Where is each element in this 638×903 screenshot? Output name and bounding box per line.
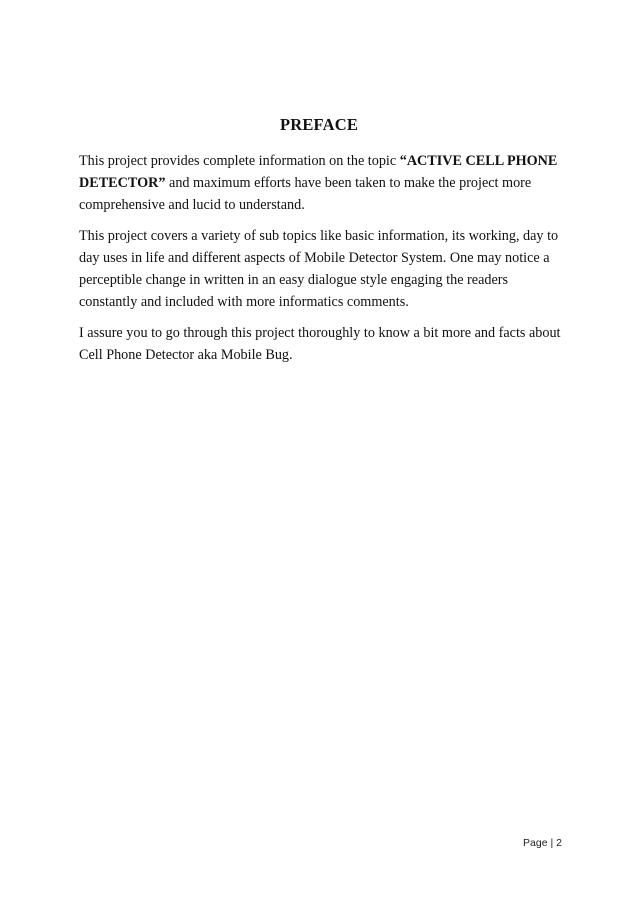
- paragraph-1-text-end: and maximum efforts have been taken to make the project more comprehensive and lucid to understand.: [79, 175, 532, 213]
- page-footer: [523, 837, 562, 849]
- paragraph-2: This project covers a variety of sub topics like basic information, its working, day to day uses in life and different aspects of Mobile Detector System. One may notice a perceptible change in written in an easy dialogue style engaging the readers constantly and included with more informatics comments.: [79, 228, 559, 310]
- paragraph-3: I assure you to go through this project thoroughly to know a bit more and facts about Cell Phone Detector aka Mobile Bug.: [79, 325, 561, 363]
- preface-body: [79, 150, 565, 375]
- paragraph-1: [79, 150, 565, 216]
- page-number: 2: [556, 837, 562, 849]
- page-label: Page: [523, 837, 548, 849]
- paragraph-1-text-start: This project provides complete information on the topic: [79, 153, 400, 169]
- project-topic-highlight: “ACTIVE CELL PHONE DETECTOR”: [79, 153, 558, 191]
- page-separator: |: [550, 837, 554, 849]
- page-title: PREFACE: [279, 115, 359, 134]
